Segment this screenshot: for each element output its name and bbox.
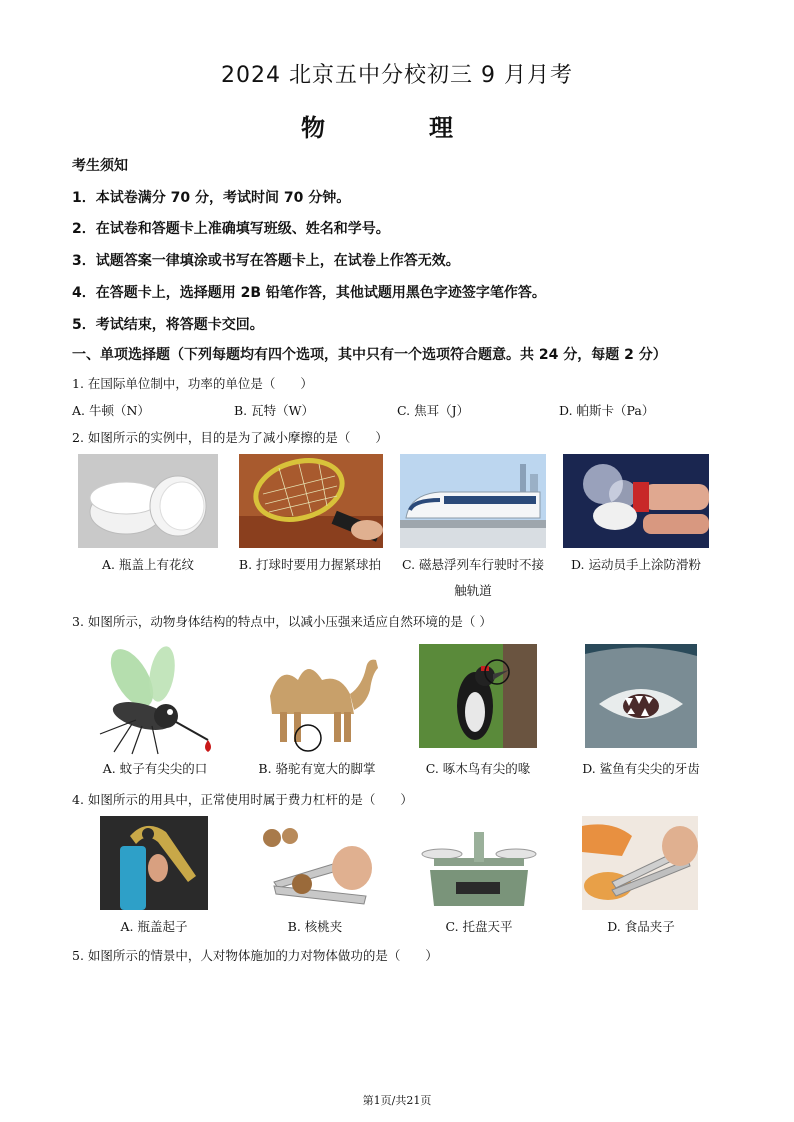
- notice-item: 4．在答题卡上，选择题用 2B 铅笔作答，其他试题用黑色字迹签字笔作答。: [72, 285, 546, 301]
- q2-caption-b: B. 打球时要用力握紧球拍: [238, 557, 382, 572]
- q4-caption-d: D. 食品夹子: [607, 919, 675, 934]
- notice-item: 2．在试卷和答题卡上准确填写班级、姓名和学号。: [72, 221, 390, 237]
- camel-image: [250, 644, 382, 754]
- exam-title: 2024 北京五中分校初三 9 月月考: [221, 63, 573, 88]
- q4-caption-b: B. 核桃夹: [287, 919, 343, 934]
- page-footer: 第1页/共21页: [362, 1094, 432, 1107]
- notice-item: 3．试题答案一律填涂或书写在答题卡上，在试卷上作答无效。: [72, 253, 460, 269]
- pan-balance-image: [420, 824, 538, 912]
- q1-option-a: A. 牛顿（N）: [72, 403, 150, 418]
- maglev-train-image: [400, 454, 546, 548]
- q4-caption-a: A. 瓶盖起子: [120, 919, 188, 934]
- q3-caption-b: B. 骆驼有宽大的脚掌: [258, 761, 376, 776]
- question-3-stem: 3. 如图所示，动物身体结构的特点中，以减小压强来适应自然环境的是（ ）: [72, 614, 492, 629]
- q2-caption-a: A. 瓶盖上有花纹: [102, 557, 194, 572]
- gymnast-chalk-hands-image: [563, 454, 709, 548]
- q2-caption-c: C. 磁悬浮列车行驶时不接触轨道: [401, 557, 545, 598]
- q3-caption-d: D. 鲨鱼有尖尖的牙齿: [582, 761, 700, 776]
- bottle-caps-image: [78, 454, 218, 548]
- question-2-stem: 2. 如图所示的实例中，目的是为了减小摩擦的是（ ）: [72, 430, 388, 445]
- food-tongs-image: [582, 816, 698, 910]
- q1-option-b: B. 瓦特（W）: [234, 403, 314, 418]
- notice-item: 1．本试卷满分 70 分，考试时间 70 分钟。: [72, 190, 351, 206]
- q3-caption-a: A. 蚊子有尖尖的口: [102, 761, 208, 776]
- subject-title: 物 理: [301, 114, 493, 142]
- q2-caption-d: D. 运动员手上涂防滑粉: [570, 557, 702, 572]
- question-4-stem: 4. 如图所示的用具中，正常使用时属于费力杠杆的是（ ）: [72, 792, 413, 807]
- q3-caption-c: C. 啄木鸟有尖的喙: [425, 761, 531, 776]
- question-1-stem: 1. 在国际单位制中，功率的单位是（ ）: [72, 376, 313, 391]
- q1-option-c: C. 焦耳（J）: [397, 403, 470, 418]
- q1-option-d: D. 帕斯卡（Pa）: [559, 403, 655, 418]
- q4-caption-c: C. 托盘天平: [445, 919, 513, 934]
- nutcracker-image: [256, 824, 374, 910]
- tennis-racket-image: [239, 454, 383, 548]
- question-5-stem: 5. 如图所示的情景中，人对物体施加的力对物体做功的是（ ）: [72, 948, 438, 963]
- shark-image: [585, 644, 697, 748]
- woodpecker-image: [419, 644, 537, 748]
- notice-heading: 考生须知: [72, 158, 128, 174]
- mosquito-image: [92, 644, 218, 756]
- bottle-opener-image: [100, 816, 208, 910]
- section-heading: 一、单项选择题（下列每题均有四个选项，其中只有一个选项符合题意。共 24 分，每题 2 分）: [72, 347, 667, 363]
- notice-item: 5．考试结束，将答题卡交回。: [72, 317, 264, 333]
